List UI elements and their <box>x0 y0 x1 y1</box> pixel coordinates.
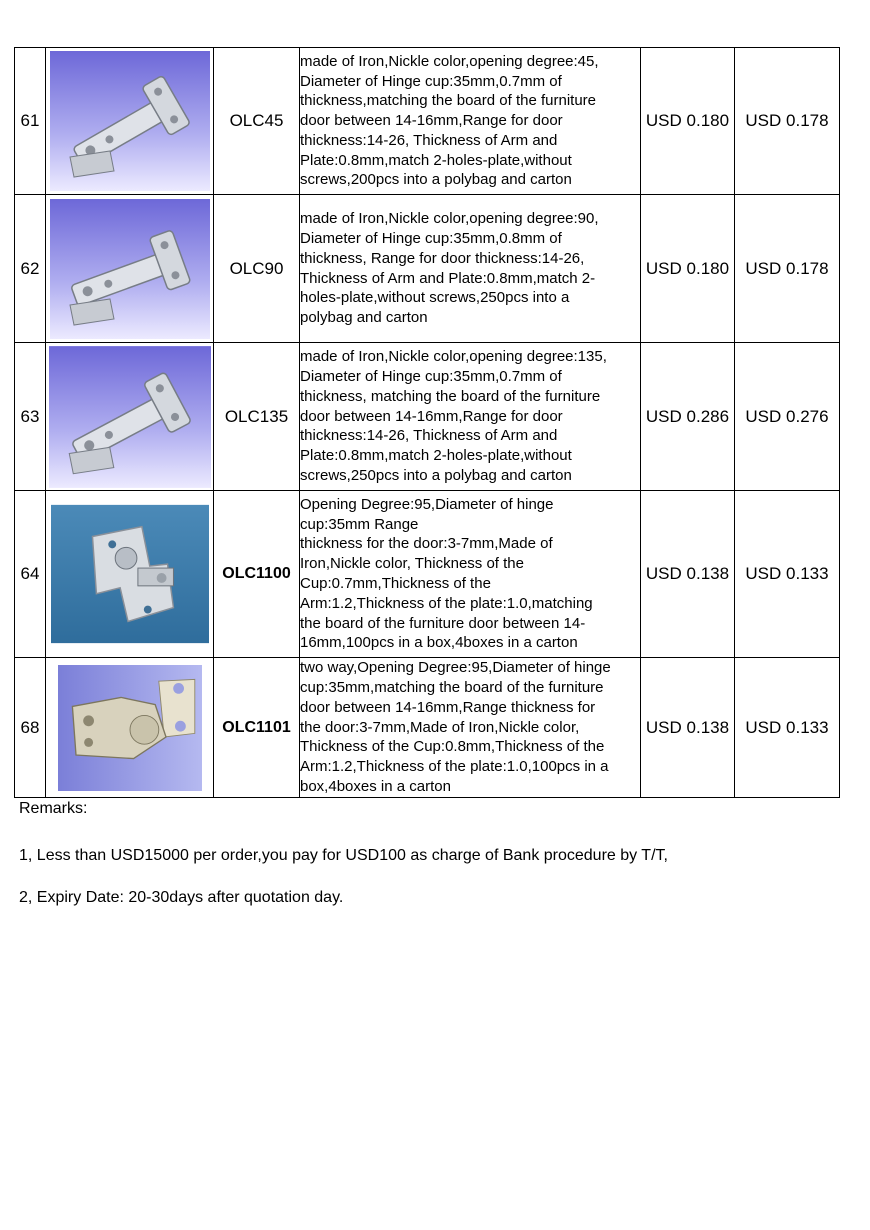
bulk-price: USD 0.133 <box>735 658 840 798</box>
product-description: two way,Opening Degree:95,Diameter of hinge cup:35mm,matching the board of the furniture door between 14-16mm,Range thickness for the door:3-7mm,Made of Iron,Nickle color, Thickness of the Cup:0.8mm,Thickness of the Arm:1.2,Thickness of the plate:1.0,100pcs in a box,4boxes in a carton <box>300 659 611 795</box>
unit-price: USD 0.180 <box>641 48 735 195</box>
remark-expiry-date: 2, Expiry Date: 20-30days after quotation day. <box>19 889 344 906</box>
product-photo-cell <box>46 48 214 195</box>
product-price-table <box>14 47 840 798</box>
hinge-1100-photo <box>51 495 209 653</box>
product-row <box>15 48 840 195</box>
remarks-heading: Remarks: <box>19 800 88 817</box>
product-description: Opening Degree:95,Diameter of hinge cup:35mm Range thickness for the door:3-7mm,Made of Iron,Nickle color, Thickness of the Cup:0.7mm,Thickness of the Arm:1.2,Thickness of the plate:1.0,matching the board of the furniture door between 14- 16mm,100pcs in a box,4boxes in a carton <box>300 495 593 652</box>
model-code: OLC1100 <box>214 491 300 658</box>
item-number: 64 <box>15 491 46 658</box>
product-photo-cell <box>46 343 214 491</box>
product-description: made of Iron,Nickle color,opening degree:45, Diameter of Hinge cup:35mm,0.7mm of thickness,matching the board of the furniture door between 14-16mm,Range for door thickness:14-26, Thickness of Arm and Plate:0.8mm,match 2-holes-plate,without screws,200pcs into a polybag and carton <box>300 52 599 189</box>
unit-price: USD 0.180 <box>641 195 735 343</box>
hinge-135-degree-photo <box>49 346 211 488</box>
bulk-price: USD 0.178 <box>735 195 840 343</box>
bulk-price: USD 0.178 <box>735 48 840 195</box>
item-number: 62 <box>15 195 46 343</box>
product-photo-cell <box>46 195 214 343</box>
product-description: made of Iron,Nickle color,opening degree:135, Diameter of Hinge cup:35mm,0.7mm of thickness, matching the board of the furniture door between 14-16mm,Range for door thickness:14-26, Thickness of Arm and Plate:0.8mm,match 2-holes-plate,without screws,250pcs into a polybag and carton <box>300 348 607 484</box>
model-code: OLC45 <box>214 48 300 195</box>
product-description-cell <box>300 343 641 491</box>
item-number: 68 <box>15 658 46 798</box>
model-code: OLC1101 <box>214 658 300 798</box>
model-code: OLC90 <box>214 195 300 343</box>
product-row <box>15 491 840 658</box>
item-number: 61 <box>15 48 46 195</box>
product-photo-cell <box>46 658 214 798</box>
hinge-45-degree-photo <box>50 50 210 192</box>
unit-price: USD 0.138 <box>641 658 735 798</box>
product-photo-cell <box>46 491 214 658</box>
hinge-1101-photo <box>50 665 210 791</box>
product-row <box>15 343 840 491</box>
unit-price: USD 0.138 <box>641 491 735 658</box>
product-description-cell <box>300 48 641 195</box>
unit-price: USD 0.286 <box>641 343 735 491</box>
product-description-cell <box>300 195 641 343</box>
product-description-cell <box>300 658 641 798</box>
model-code: OLC135 <box>214 343 300 491</box>
hinge-90-degree-photo <box>50 198 210 340</box>
product-description: made of Iron,Nickle color,opening degree:90, Diameter of Hinge cup:35mm,0.8mm of thickness, Range for door thickness:14-26, Thickness of Arm and Plate:0.8mm,match 2- holes-plate,without screws,250pcs into a polybag and carton <box>300 210 599 327</box>
item-number: 63 <box>15 343 46 491</box>
product-description-cell <box>300 491 641 658</box>
product-row <box>15 195 840 343</box>
bulk-price: USD 0.276 <box>735 343 840 491</box>
remark-bank-charge: 1, Less than USD15000 per order,you pay for USD100 as charge of Bank procedure by T/T, <box>19 847 668 864</box>
bulk-price: USD 0.133 <box>735 491 840 658</box>
product-row <box>15 658 840 798</box>
